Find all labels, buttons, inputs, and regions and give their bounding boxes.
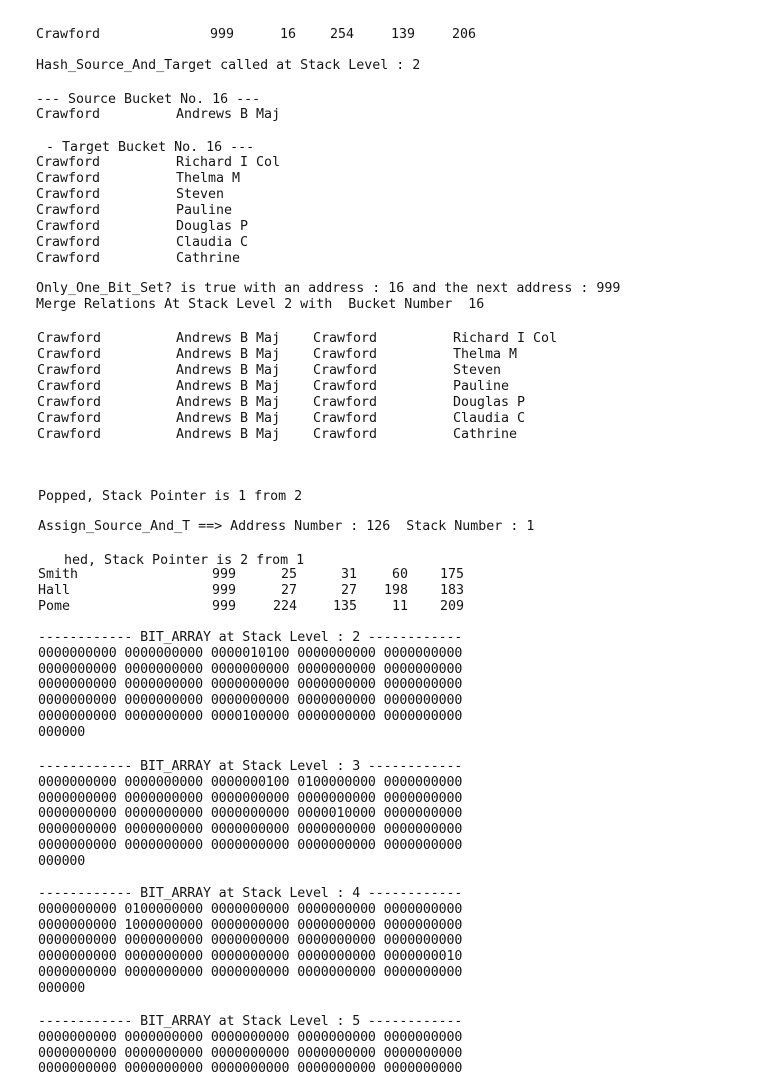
merge-cell: Crawford bbox=[37, 395, 102, 410]
target-bucket-row bbox=[36, 187, 225, 203]
record-value: 999 bbox=[210, 27, 235, 42]
bucket-value: Pauline bbox=[176, 203, 233, 218]
bucket-value: Andrews B Maj bbox=[176, 107, 281, 122]
record-value: 16 bbox=[280, 27, 297, 42]
bit-array-row: 0000000000 0000000000 0000000000 0000000000 0000000000 bbox=[38, 933, 463, 949]
merge-cell: Crawford bbox=[37, 427, 102, 442]
target-bucket-row bbox=[36, 155, 281, 171]
merge-cell: Andrews B Maj bbox=[176, 331, 281, 346]
merge-cell: Crawford bbox=[313, 379, 378, 394]
stack-row bbox=[38, 583, 465, 599]
bit-array-row: 000000 bbox=[38, 724, 86, 740]
bit-array-row: 0000000000 0000000000 0000000000 0000000000 0000000000 bbox=[38, 1029, 463, 1045]
merge-row bbox=[37, 411, 526, 427]
stack-value: 224 bbox=[273, 599, 298, 614]
merge-row bbox=[37, 427, 518, 443]
bucket-name: Crawford bbox=[36, 219, 101, 234]
target-bucket-row bbox=[36, 219, 249, 235]
bucket-value: Steven bbox=[176, 187, 225, 202]
bit-array-level-3 bbox=[38, 759, 462, 870]
merge-row bbox=[37, 379, 510, 395]
stack-value: 999 bbox=[212, 599, 237, 614]
stack-name: Pome bbox=[38, 599, 71, 614]
merge-cell: Crawford bbox=[313, 331, 378, 346]
target-bucket-row bbox=[36, 171, 241, 187]
merge-cell: Crawford bbox=[37, 347, 102, 362]
bit-array-row: 0000000000 0000000000 0000000000 0000000000 0000000000 bbox=[38, 964, 463, 980]
stack-value: 183 bbox=[440, 583, 465, 598]
bit-array-header: ------------ BIT_ARRAY at Stack Level : 5 ------------ bbox=[38, 1014, 463, 1029]
bit-array-row: 000000 bbox=[38, 853, 86, 869]
bit-array-row: 0000000000 0100000000 0000000000 0000000000 0000000000 bbox=[38, 901, 463, 917]
bit-array-row: 0000000000 0000000000 0000000100 0100000000 0000000000 bbox=[38, 774, 463, 790]
bit-array-row: 0000000000 1000000000 0000000000 0000000000 0000000000 bbox=[38, 917, 463, 933]
target-bucket-row bbox=[36, 251, 241, 267]
stack-value: 175 bbox=[440, 567, 465, 582]
stack-name: Smith bbox=[38, 567, 79, 582]
bit-array-header: ------------ BIT_ARRAY at Stack Level : 3 ------------ bbox=[38, 759, 463, 774]
stack-value: 209 bbox=[440, 599, 465, 614]
merge-cell: Andrews B Maj bbox=[176, 395, 281, 410]
merge-cell: Richard I Col bbox=[453, 331, 558, 346]
hash-call-line: Hash_Source_And_Target called at Stack Level : 2 bbox=[36, 58, 421, 73]
assign-line: Assign_Source_And_T ==> Address Number : 126 Stack Number : 1 bbox=[38, 519, 535, 534]
merge-row bbox=[37, 363, 502, 379]
record-value: 139 bbox=[391, 27, 416, 42]
merge-row bbox=[37, 331, 558, 347]
record-line bbox=[36, 27, 477, 43]
bucket-name: Crawford bbox=[36, 155, 101, 170]
bucket-name: Crawford bbox=[36, 107, 101, 122]
stack-value: 25 bbox=[281, 567, 298, 582]
stack-value: 27 bbox=[341, 583, 358, 598]
merge-cell: Crawford bbox=[313, 395, 378, 410]
merge-relations-line: Merge Relations At Stack Level 2 with Bucket Number 16 bbox=[36, 297, 485, 312]
popped-line: Popped, Stack Pointer is 1 from 2 bbox=[38, 489, 303, 504]
bit-array-row: 000000 bbox=[38, 980, 86, 996]
stack-value: 31 bbox=[341, 567, 358, 582]
stack-value: 198 bbox=[384, 583, 409, 598]
record-value: 254 bbox=[330, 27, 355, 42]
bit-array-row: 0000000000 0000000000 0000000000 0000000000 0000000000 bbox=[38, 693, 463, 709]
merge-cell: Andrews B Maj bbox=[176, 379, 281, 394]
stack-value: 27 bbox=[281, 583, 298, 598]
bit-array-level-2 bbox=[38, 630, 462, 741]
bucket-value: Richard I Col bbox=[176, 155, 281, 170]
bucket-name: Crawford bbox=[36, 251, 101, 266]
bit-array-row: 0000000000 0000000000 0000010100 0000000000 0000000000 bbox=[38, 645, 463, 661]
bit-array-row: 0000000000 0000000000 0000000000 0000000000 0000000010 bbox=[38, 949, 463, 965]
bucket-value: Thelma M bbox=[176, 171, 241, 186]
merge-row bbox=[37, 347, 518, 363]
merge-cell: Crawford bbox=[313, 347, 378, 362]
stack-value: 11 bbox=[392, 599, 409, 614]
stack-row bbox=[38, 599, 465, 615]
stack-row bbox=[38, 567, 465, 583]
stack-name: Hall bbox=[38, 583, 71, 598]
stack-value: 999 bbox=[212, 583, 237, 598]
merge-cell: Claudia C bbox=[453, 411, 526, 426]
pushed-line: hed, Stack Pointer is 2 from 1 bbox=[64, 553, 305, 568]
merge-cell: Crawford bbox=[37, 331, 102, 346]
merge-cell: Thelma M bbox=[453, 347, 518, 362]
bit-array-level-4 bbox=[38, 886, 462, 997]
bucket-name: Crawford bbox=[36, 187, 101, 202]
bucket-name: Crawford bbox=[36, 235, 101, 250]
merge-cell: Crawford bbox=[313, 411, 378, 426]
stack-value: 60 bbox=[392, 567, 409, 582]
merge-cell: Andrews B Maj bbox=[176, 363, 281, 378]
merge-cell: Crawford bbox=[37, 379, 102, 394]
bit-array-row: 0000000000 0000000000 0000100000 0000000000 0000000000 bbox=[38, 708, 463, 724]
bucket-name: Crawford bbox=[36, 203, 101, 218]
source-bucket-row bbox=[36, 107, 281, 123]
stack-value: 135 bbox=[333, 599, 358, 614]
merge-cell: Douglas P bbox=[453, 395, 526, 410]
merge-cell: Crawford bbox=[37, 363, 102, 378]
bit-array-row: 0000000000 0000000000 0000000000 0000010000 0000000000 bbox=[38, 806, 463, 822]
merge-cell: Pauline bbox=[453, 379, 510, 394]
bit-array-row: 0000000000 0000000000 0000000000 0000000000 0000000000 bbox=[38, 837, 463, 853]
bit-array-row: 0000000000 0000000000 0000000000 0000000000 0000000000 bbox=[38, 822, 463, 838]
merge-cell: Andrews B Maj bbox=[176, 347, 281, 362]
merge-cell: Andrews B Maj bbox=[176, 411, 281, 426]
merge-cell: Andrews B Maj bbox=[176, 427, 281, 442]
record-value: 206 bbox=[452, 27, 477, 42]
stack-value: 999 bbox=[212, 567, 237, 582]
bit-array-row: 0000000000 0000000000 0000000000 0000000000 0000000000 bbox=[38, 677, 463, 693]
bit-array-row: 0000000000 0000000000 0000000000 0000000000 0000000000 bbox=[38, 1061, 463, 1077]
bucket-name: Crawford bbox=[36, 171, 101, 186]
bit-array-header: ------------ BIT_ARRAY at Stack Level : 4 ------------ bbox=[38, 886, 463, 901]
bit-array-row: 0000000000 0000000000 0000000000 0000000000 0000000000 bbox=[38, 1045, 463, 1061]
bit-array-row: 0000000000 0000000000 0000000000 0000000000 0000000000 bbox=[38, 790, 463, 806]
merge-cell: Cathrine bbox=[453, 427, 518, 442]
merge-cell: Steven bbox=[453, 363, 502, 378]
merge-cell: Crawford bbox=[313, 427, 378, 442]
bit-array-row: 0000000000 0000000000 0000000000 0000000000 0000000000 bbox=[38, 661, 463, 677]
merge-cell: Crawford bbox=[37, 411, 102, 426]
target-bucket-row bbox=[36, 235, 249, 251]
bucket-value: Claudia C bbox=[176, 235, 249, 250]
merge-cell: Crawford bbox=[313, 363, 378, 378]
target-bucket-header: - Target Bucket No. 16 --- bbox=[46, 140, 255, 155]
bit-array-header: ------------ BIT_ARRAY at Stack Level : 2 ------------ bbox=[38, 630, 463, 645]
merge-row bbox=[37, 395, 526, 411]
bit-array-level-5 bbox=[38, 1014, 462, 1077]
record-name: Crawford bbox=[36, 27, 101, 42]
target-bucket-row bbox=[36, 203, 233, 219]
bucket-value: Cathrine bbox=[176, 251, 241, 266]
source-bucket-header: --- Source Bucket No. 16 --- bbox=[36, 92, 261, 107]
bucket-value: Douglas P bbox=[176, 219, 249, 234]
only-one-bit-line: Only_One_Bit_Set? is true with an address : 16 and the next address : 999 bbox=[36, 281, 621, 296]
